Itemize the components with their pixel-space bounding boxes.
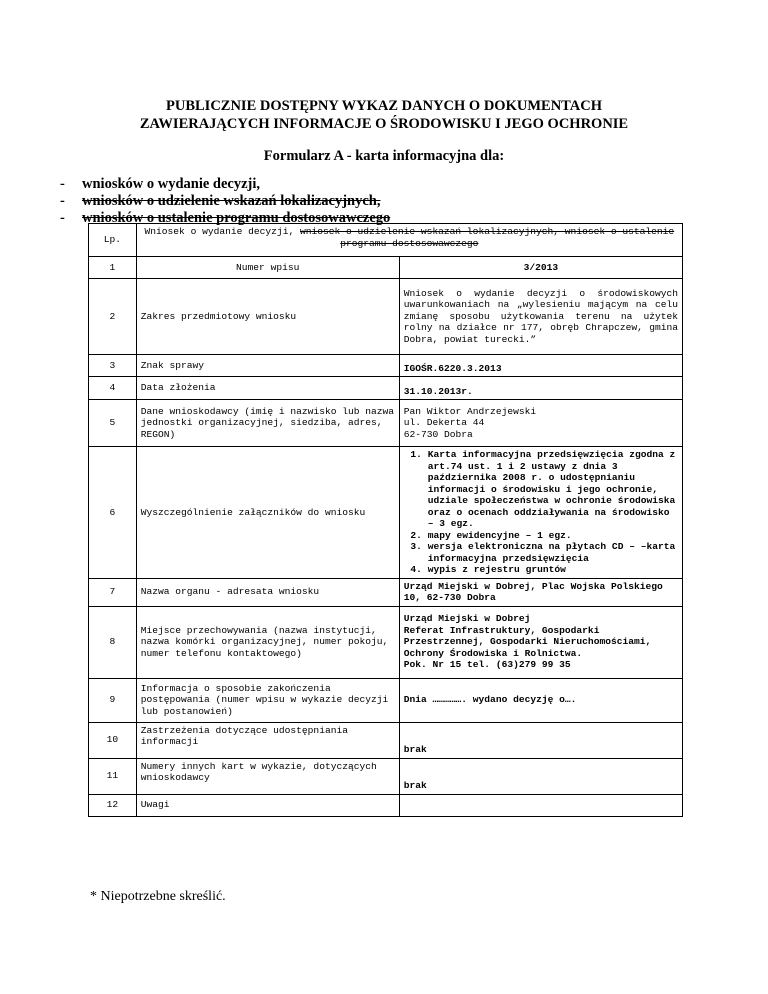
- row-label: Dane wnioskodawcy (imię i nazwisko lub nazwa jednostki organizacyjnej, siedziba, adres, REGON): [136, 400, 399, 447]
- document-type-struck: wniosek o udzielenie wskazań lokalizacyjnych, wniosek o ustalenie programu dostosowawczego: [299, 226, 675, 249]
- row-number: 4: [89, 377, 137, 400]
- row-label: Uwagi: [136, 794, 399, 816]
- list-item-text: wniosków o ustalenie programu dostosowawczego: [82, 210, 391, 226]
- row-label: Numer wpisu: [136, 257, 399, 279]
- row-value: [399, 606, 682, 678]
- list-item-text: wniosków o udzielenie wskazań lokalizacyjnych,: [82, 193, 381, 209]
- row-value: [399, 794, 682, 816]
- row-label: Zastrzeżenia dotyczące udostępniania informacji: [136, 722, 399, 758]
- row-value: 3/2013: [399, 257, 682, 279]
- list-item: - wniosków o ustalenie programu dostosowawczego: [60, 210, 391, 226]
- row-number: 10: [89, 722, 137, 758]
- row-value: [399, 447, 682, 579]
- storage-department: Referat Infrastruktury, Gospodarki Przestrzennej, Gospodarki Nieruchomościami, Ochrony Środowiska i Rolnictwa.: [403, 624, 652, 659]
- row-number: 1: [89, 257, 137, 279]
- row-number: 11: [89, 758, 137, 794]
- document-title-line-2: ZAWIERAJĄCYCH INFORMACJE O ŚRODOWISKU I JEGO OCHRONIE: [139, 116, 629, 132]
- row-value: IGOŚR.6220.3.2013: [399, 355, 682, 377]
- row-label: Miejsce przechowywania (nazwa instytucji, nazwa komórki organizacyjnej, numer pokoju, numer telefonu kontaktowego): [136, 606, 399, 678]
- list-item: - wniosków o wydanie decyzji,: [60, 176, 261, 192]
- row-label: Zakres przedmiotowy wniosku: [136, 279, 399, 355]
- row-number: 6: [89, 447, 137, 579]
- information-card-table: [88, 223, 683, 817]
- row-label: Numery innych kart w wykazie, dotyczących wnioskodawcy: [136, 758, 399, 794]
- list-item: 1. Karta informacyjna przedsięwzięcia zgodna z art.74 ust. 1 i 2 ustawy z dnia 3 października 2008 r. o udostępnianiu informacji o środowisku i jego ochronie, udziale społeczeństwa w ochronie środowiska oraz o ocenach oddziaływania na środowisko – 3 egz.: [428, 449, 678, 530]
- table-row: [89, 279, 683, 355]
- list-item-text: wniosków o wydanie decyzji,: [82, 176, 261, 192]
- row-number: 5: [89, 400, 137, 447]
- row-value: Dnia ……………. wydano decyzję o….: [399, 678, 682, 722]
- table-row: [89, 447, 683, 579]
- applicant-city: 62-730 Dobra: [403, 428, 473, 440]
- storage-room-phone: Pok. Nr 15 tel. (63)279 99 35: [403, 659, 571, 671]
- row-value: brak: [399, 722, 682, 758]
- table-row: [89, 578, 683, 606]
- row-label: Wyszczególnienie załączników do wniosku: [136, 447, 399, 579]
- attachments-list: [404, 449, 678, 576]
- table-row: [89, 377, 683, 400]
- row-number: 12: [89, 794, 137, 816]
- table-row: [89, 794, 683, 816]
- table-row: [89, 400, 683, 447]
- table-row: [89, 678, 683, 722]
- storage-institution: Urząd Miejski w Dobrej: [403, 613, 531, 625]
- row-value: 31.10.2013r.: [399, 377, 682, 400]
- row-label: Data złożenia: [136, 377, 399, 400]
- footnote: * Niepotrzebne skreślić.: [90, 889, 226, 904]
- list-item: 3. wersja elektroniczna na płytach CD – –karta informacyjna przedsięwzięcia: [428, 541, 678, 564]
- row-value: brak: [399, 758, 682, 794]
- document-type-plain: Wniosek o wydanie decyzji,: [144, 226, 300, 237]
- table-row: [89, 722, 683, 758]
- row-number: 9: [89, 678, 137, 722]
- row-number: 8: [89, 606, 137, 678]
- row-number: 2: [89, 279, 137, 355]
- table-row: [89, 355, 683, 377]
- row-value: Urząd Miejski w Dobrej, Plac Wojska Polskiego 10, 62-730 Dobra: [399, 578, 682, 606]
- row-value: [399, 400, 682, 447]
- table-row: [89, 758, 683, 794]
- row-label: Znak sprawy: [136, 355, 399, 377]
- row-label: Nazwa organu - adresata wniosku: [136, 578, 399, 606]
- row-value: Wniosek o wydanie decyzji o środowiskowych uwarunkowaniach na „wylesieniu mającym na celu zmianę sposobu użytkowania terenu na użytek rolny na działce nr 177, obręb Chrapczew, gmina Dobra, powiat turecki.”: [399, 279, 682, 355]
- row-number: 7: [89, 578, 137, 606]
- table-header-row: [89, 224, 683, 257]
- applicant-street: ul. Dekerta 44: [403, 417, 485, 429]
- lp-header: Lp.: [89, 224, 137, 257]
- list-item: 4. wypis z rejestru gruntów: [428, 564, 678, 576]
- table-row: [89, 606, 683, 678]
- document-type-header: [136, 224, 682, 257]
- form-subtitle: Formularz A - karta informacyjna dla:: [263, 148, 505, 164]
- table-row: [89, 257, 683, 279]
- list-item: 2. mapy ewidencyjne – 1 egz.: [428, 530, 678, 542]
- application-type-list: [60, 176, 390, 227]
- list-item: - wniosków o udzielenie wskazań lokalizacyjnych,: [60, 193, 381, 209]
- row-label: Informacja o sposobie zakończenia postępowania (numer wpisu w wykazie decyzji lub postanowień): [136, 678, 399, 722]
- document-title-line-1: PUBLICZNIE DOSTĘPNY WYKAZ DANYCH O DOKUMENTACH: [166, 98, 602, 114]
- row-number: 3: [89, 355, 137, 377]
- applicant-name: Pan Wiktor Andrzejewski: [403, 405, 537, 417]
